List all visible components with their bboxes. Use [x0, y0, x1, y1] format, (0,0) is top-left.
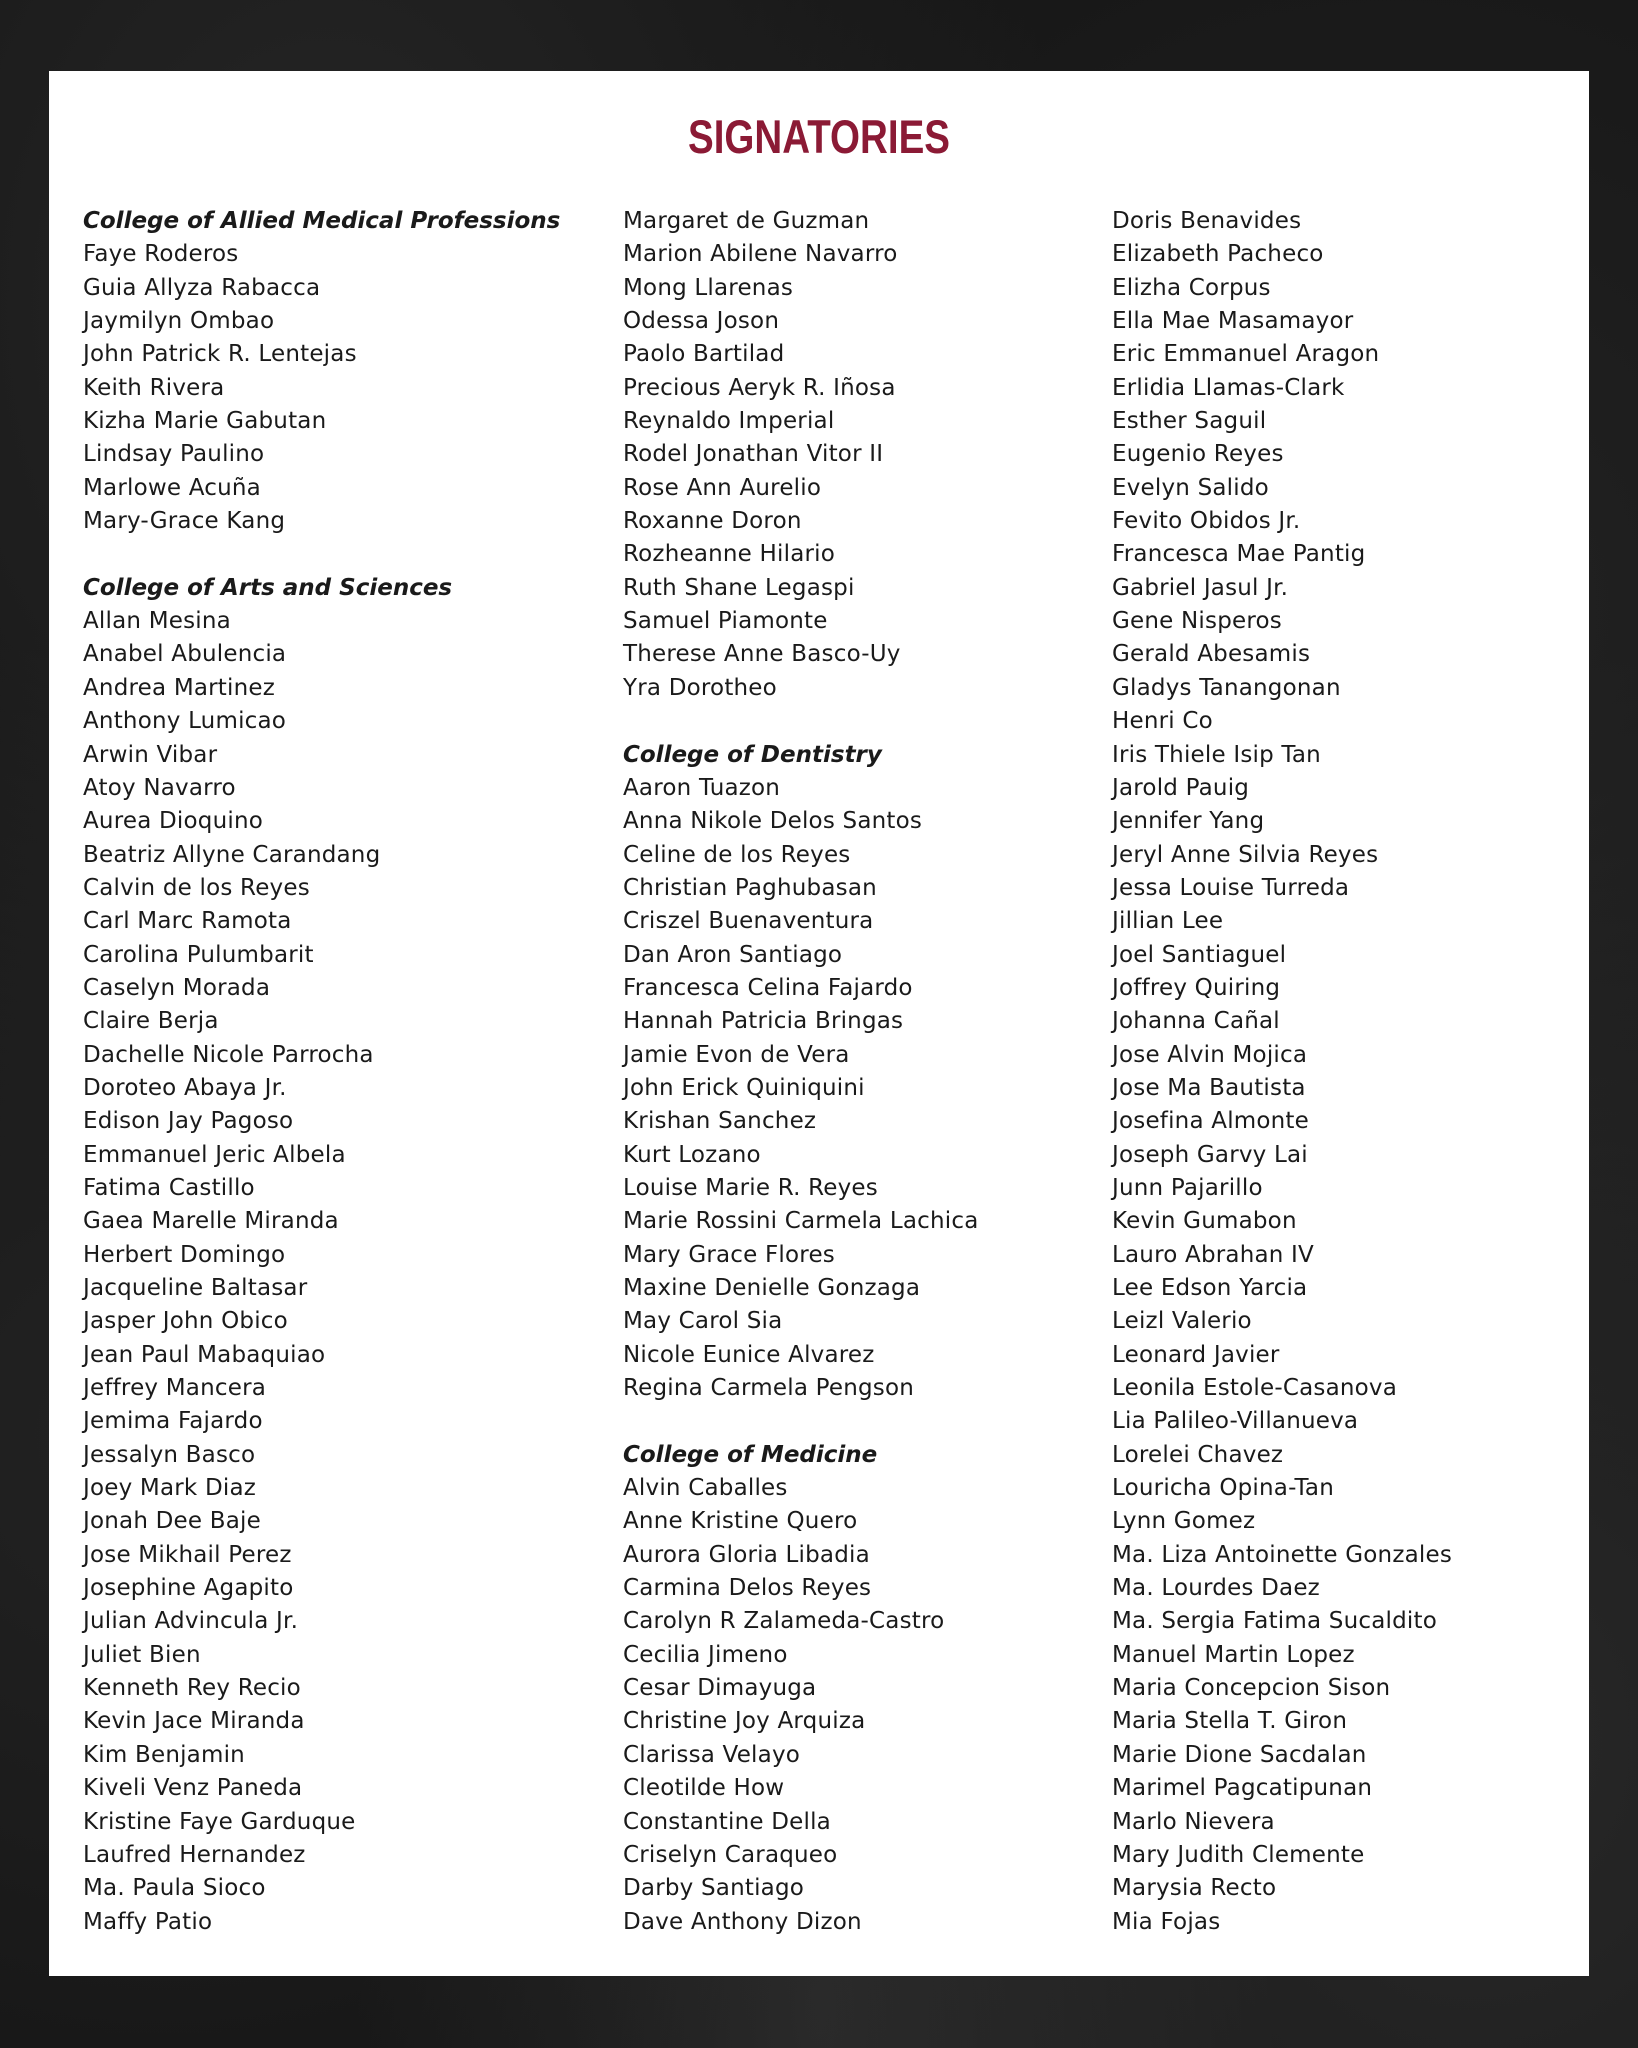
signatory-name: Jose Mikhail Perez	[83, 1541, 292, 1568]
signatory-name: Kevin Jace Miranda	[83, 1708, 305, 1735]
signatory-name: Caselyn Morada	[83, 974, 271, 1001]
signatory-name: Aaron Tuazon	[623, 774, 781, 801]
signatory-name: Anna Nikole Delos Santos	[623, 808, 923, 835]
signatory-name: Dachelle Nicole Parrocha	[83, 1041, 374, 1068]
signatory-name: Nicole Eunice Alvarez	[623, 1341, 875, 1368]
signatory-name: Gene Nisperos	[1112, 608, 1282, 635]
signatory-name: Arwin Vibar	[83, 741, 218, 768]
signatory-name: Marysia Recto	[1112, 1875, 1277, 1902]
signatory-name: Gerald Abesamis	[1112, 641, 1311, 668]
signatory-name: Christian Paghubasan	[623, 874, 877, 901]
signatory-name: Jemima Fajardo	[83, 1408, 263, 1435]
signatory-name: Lynn Gomez	[1112, 1508, 1256, 1535]
signatory-name: Gladys Tanangonan	[1112, 674, 1341, 701]
signatory-name: Iris Thiele Isip Tan	[1112, 741, 1321, 768]
signatory-name: Carmina Delos Reyes	[623, 1575, 872, 1602]
college-heading: College of Allied Medical Professions	[83, 208, 561, 234]
signatory-name: Ma. Liza Antoinette Gonzales	[1112, 1541, 1453, 1568]
signatory-name: John Patrick R. Lentejas	[83, 341, 357, 368]
signatory-name: John Erick Quiniquini	[623, 1074, 865, 1101]
signatory-name: Clarissa Velayo	[623, 1741, 801, 1768]
signatory-name: Jessa Louise Turreda	[1112, 874, 1350, 901]
signatory-name: Rose Ann Aurelio	[623, 474, 822, 501]
signatory-name: Jose Alvin Mojica	[1112, 1041, 1308, 1068]
signatory-name: Edison Jay Pagoso	[83, 1108, 294, 1135]
signatory-name: Reynaldo Imperial	[623, 408, 835, 435]
signatory-name: Fevito Obidos Jr.	[1112, 508, 1301, 535]
signatory-name: Allan Mesina	[83, 608, 231, 635]
signatory-name: Cecilia Jimeno	[623, 1641, 788, 1668]
signatory-name: Alvin Caballes	[623, 1475, 788, 1502]
signatory-name: Doris Benavides	[1112, 208, 1302, 234]
signatory-name: Marlo Nievera	[1112, 1808, 1275, 1835]
signatory-name: Doroteo Abaya Jr.	[83, 1074, 287, 1101]
signatory-name: Laufred Hernandez	[83, 1841, 306, 1868]
signatory-name: Mary Grace Flores	[623, 1241, 835, 1268]
signatory-name: Jose Ma Bautista	[1112, 1074, 1306, 1101]
signatory-name: Criszel Buenaventura	[623, 908, 874, 935]
signatory-name: Mary Judith Clemente	[1112, 1841, 1365, 1868]
signatory-name: Ella Mae Masamayor	[1112, 308, 1354, 335]
signatory-name: Beatriz Allyne Carandang	[83, 841, 381, 868]
signatory-name: Juliet Bien	[83, 1641, 201, 1668]
signatory-name: Josephine Agapito	[83, 1575, 294, 1602]
signatory-name: Louise Marie R. Reyes	[623, 1174, 878, 1201]
signatory-name: Joel Santiaguel	[1112, 941, 1287, 968]
signatory-name: Guia Allyza Rabacca	[83, 274, 321, 301]
signatory-name: Kim Benjamin	[83, 1741, 245, 1768]
signatory-name: Carolyn R Zalameda-Castro	[623, 1608, 945, 1635]
signatory-name: Marimel Pagcatipunan	[1112, 1775, 1373, 1802]
signatory-name: Ma. Lourdes Daez	[1112, 1575, 1320, 1602]
signatory-name: Yra Dorotheo	[623, 674, 777, 701]
signatory-name: Lorelei Chavez	[1112, 1441, 1284, 1468]
signatory-name: Jasper John Obico	[83, 1308, 288, 1335]
signatory-name: Manuel Martin Lopez	[1112, 1641, 1355, 1668]
signatory-name: May Carol Sia	[623, 1308, 783, 1335]
signatory-name: Christine Joy Arquiza	[623, 1708, 866, 1735]
signatory-name: Esther Saguil	[1112, 408, 1267, 435]
column-2	[623, 205, 1093, 1939]
signatory-name: Marie Dione Sacdalan	[1112, 1741, 1367, 1768]
signatory-name: Lee Edson Yarcia	[1112, 1275, 1308, 1301]
signatory-name: Johanna Cañal	[1112, 1008, 1280, 1035]
signatory-name: Anne Kristine Quero	[623, 1508, 858, 1535]
signatory-name: Krishan Sanchez	[623, 1108, 817, 1135]
signatory-name: Henri Co	[1112, 708, 1213, 735]
signatory-name: Joffrey Quiring	[1112, 974, 1281, 1001]
college-heading: College of Dentistry	[623, 741, 882, 768]
signatory-name: Jaymilyn Ombao	[83, 308, 275, 335]
signatory-name: Rozheanne Hilario	[623, 541, 836, 568]
signatory-name: Kiveli Venz Paneda	[83, 1775, 303, 1802]
signatory-name: Jeffrey Mancera	[83, 1375, 267, 1402]
signatory-name: Keith Rivera	[83, 374, 225, 401]
signatory-name: Margaret de Guzman	[623, 208, 870, 234]
signatory-name: Jennifer Yang	[1112, 808, 1265, 835]
column-1	[83, 205, 603, 1939]
signatory-name: Aurea Dioquino	[83, 808, 264, 835]
section-spacer	[623, 1405, 1093, 1438]
signatory-name: Anthony Lumicao	[83, 708, 287, 735]
column-3	[1112, 205, 1572, 1939]
signatory-name: Cesar Dimayuga	[623, 1675, 817, 1702]
signatory-name: Emmanuel Jeric Albela	[83, 1141, 346, 1168]
signatory-name: Maxine Denielle Gonzaga	[623, 1275, 921, 1301]
signatory-name: Kizha Marie Gabutan	[83, 408, 327, 435]
signatory-name: Claire Berja	[83, 1008, 219, 1035]
signatory-name: Cleotilde How	[623, 1775, 785, 1802]
signatory-name: Samuel Piamonte	[623, 608, 828, 635]
signatory-name: Joseph Garvy Lai	[1112, 1141, 1308, 1168]
signatory-name: Ma. Paula Sioco	[83, 1875, 266, 1902]
signatory-name: Leizl Valerio	[1112, 1308, 1252, 1335]
signatory-name: Jessalyn Basco	[83, 1441, 256, 1468]
signatory-name: Mong Llarenas	[623, 274, 794, 301]
signatory-name: Rodel Jonathan Vitor II	[623, 441, 884, 468]
signatory-name: Marlowe Acuña	[83, 474, 261, 501]
signatory-name: Calvin de los Reyes	[83, 874, 310, 901]
signatory-name: Evelyn Salido	[1112, 474, 1269, 501]
signatory-name: Faye Roderos	[83, 241, 239, 268]
signatory-name: Darby Santiago	[623, 1875, 805, 1902]
signatory-name: Marie Rossini Carmela Lachica	[623, 1208, 979, 1235]
signatory-name: Carolina Pulumbarit	[83, 941, 314, 968]
college-heading: College of Arts and Sciences	[83, 574, 453, 601]
section-spacer	[83, 538, 603, 571]
signatory-name: Criselyn Caraqueo	[623, 1841, 838, 1868]
signatory-name: Jarold Pauig	[1112, 774, 1250, 801]
signatory-name: Erlidia Llamas-Clark	[1112, 374, 1345, 401]
signatory-name: Maria Stella T. Giron	[1112, 1708, 1348, 1735]
signatory-name: Ma. Sergia Fatima Sucaldito	[1112, 1608, 1437, 1635]
signatory-name: Julian Advincula Jr.	[83, 1608, 299, 1635]
signatory-name: Mia Fojas	[1112, 1908, 1221, 1935]
signatory-name: Atoy Navarro	[83, 774, 236, 801]
signatory-name: Regina Carmela Pengson	[623, 1375, 915, 1402]
signatory-name: Jamie Evon de Vera	[623, 1041, 850, 1068]
signatory-name: Dave Anthony Dizon	[623, 1908, 862, 1935]
signatory-name: Odessa Joson	[623, 308, 780, 335]
signatory-name: Celine de los Reyes	[623, 841, 851, 868]
page-title: SIGNATORIES	[688, 110, 950, 163]
signatory-name: Leonard Javier	[1112, 1341, 1280, 1368]
signatory-name: Jeryl Anne Silvia Reyes	[1112, 841, 1379, 868]
signatory-name: Aurora Gloria Libadia	[623, 1541, 870, 1568]
signatory-name: Constantine Della	[623, 1808, 831, 1835]
signatory-name: Anabel Abulencia	[83, 641, 287, 668]
signatory-name: Precious Aeryk R. Iñosa	[623, 374, 896, 401]
signatory-name: Maffy Patio	[83, 1908, 213, 1935]
signatory-name: Hannah Patricia Bringas	[623, 1008, 904, 1035]
signatory-name: Jacqueline Baltasar	[83, 1275, 308, 1301]
signatory-name: Therese Anne Basco-Uy	[623, 641, 901, 668]
signatory-name: Lauro Abrahan IV	[1112, 1241, 1314, 1268]
signatory-name: Eugenio Reyes	[1112, 441, 1284, 468]
signatory-name: Elizabeth Pacheco	[1112, 241, 1324, 268]
signatory-name: Gaea Marelle Miranda	[83, 1208, 339, 1235]
signatory-name: Elizha Corpus	[1112, 274, 1271, 301]
signatory-name: Kristine Faye Garduque	[83, 1808, 356, 1835]
signatory-name: Josefina Almonte	[1112, 1108, 1310, 1135]
signatory-name: Kurt Lozano	[623, 1141, 761, 1168]
signatory-name: Leonila Estole-Casanova	[1112, 1375, 1398, 1402]
signatory-name: Fatima Castillo	[83, 1174, 255, 1201]
signatory-name: Ruth Shane Legaspi	[623, 574, 855, 601]
signatory-name: Louricha Opina-Tan	[1112, 1475, 1334, 1502]
signatory-name: Carl Marc Ramota	[83, 908, 292, 935]
section-spacer	[623, 705, 1093, 738]
signatory-name: Junn Pajarillo	[1112, 1174, 1263, 1201]
signatory-name: Dan Aron Santiago	[623, 941, 843, 968]
signatory-name: Mary-Grace Kang	[83, 508, 286, 535]
signatory-name: Gabriel Jasul Jr.	[1112, 574, 1289, 601]
signatory-name: Jillian Lee	[1112, 908, 1224, 935]
signatory-name: Francesca Celina Fajardo	[623, 974, 913, 1001]
signatory-name: Andrea Martinez	[83, 674, 276, 701]
signatory-name: Kevin Gumabon	[1112, 1208, 1297, 1235]
signatory-name: Francesca Mae Pantig	[1112, 541, 1366, 568]
signatory-name: Paolo Bartilad	[623, 341, 785, 368]
signatory-name: Roxanne Doron	[623, 508, 802, 535]
signatory-name: Eric Emmanuel Aragon	[1112, 341, 1380, 368]
signatory-name: Jonah Dee Baje	[83, 1508, 261, 1535]
signatory-name: Marion Abilene Navarro	[623, 241, 898, 268]
signatory-name: Kenneth Rey Recio	[83, 1675, 301, 1702]
signatory-name: Joey Mark Diaz	[83, 1475, 257, 1502]
college-heading: College of Medicine	[623, 1441, 878, 1468]
signatory-name: Maria Concepcion Sison	[1112, 1675, 1391, 1702]
signatory-name: Jean Paul Mabaquiao	[83, 1341, 326, 1368]
signatories-panel	[49, 71, 1589, 1976]
signatory-name: Lindsay Paulino	[83, 441, 265, 468]
signatory-name: Lia Palileo-Villanueva	[1112, 1408, 1359, 1435]
signatory-name: Herbert Domingo	[83, 1241, 286, 1268]
